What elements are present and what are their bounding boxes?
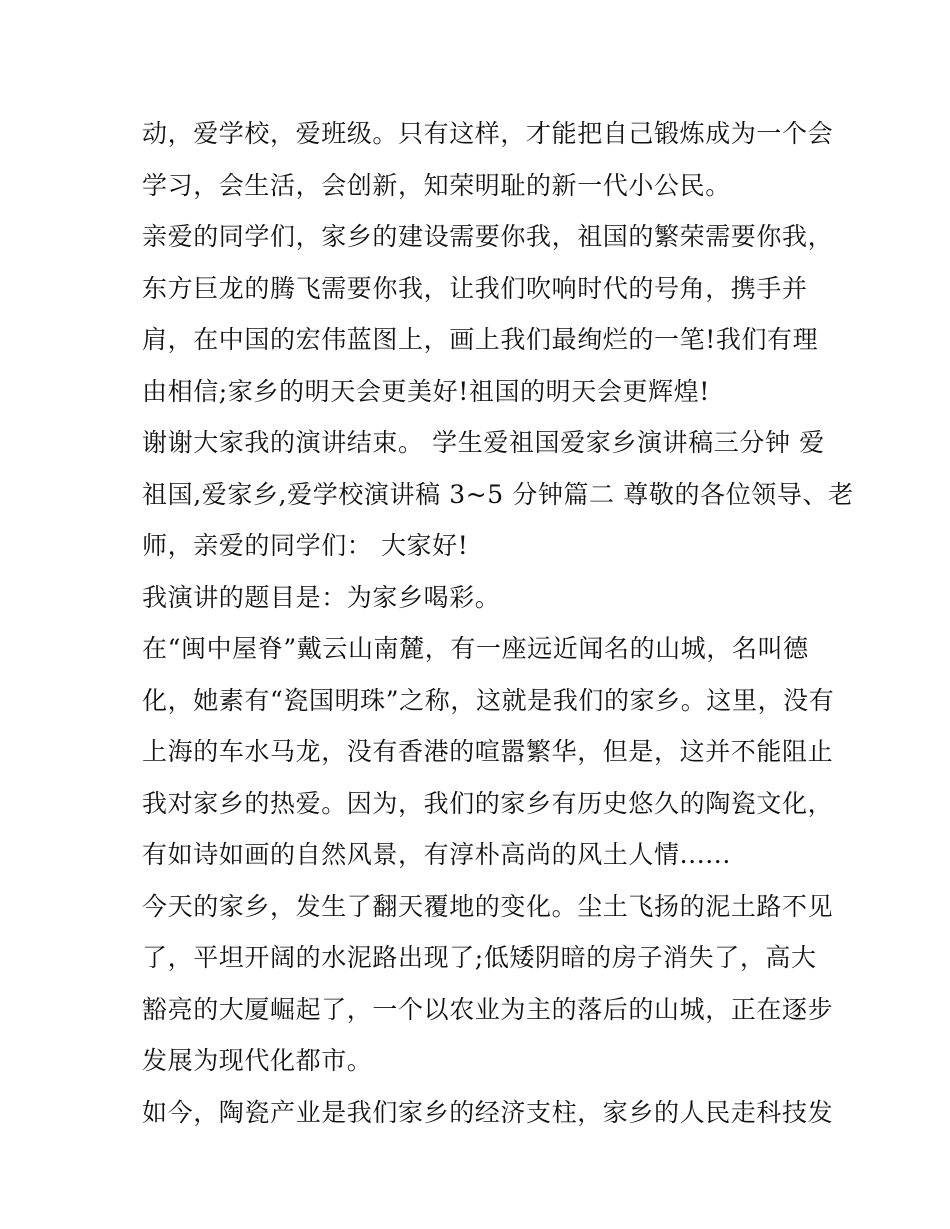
text-line: 上海的车水马龙，没有香港的喧嚣繁华，但是，这并不能阻止 [142,737,834,766]
text-line: 了，平坦开阔的水泥路出现了;低矮阴暗的房子消失了，高大 [142,943,817,972]
text-line: 有如诗如画的自然风景，有淳朴高尚的风土人情...... [142,840,731,869]
text-line: 化，她素有“瓷国明珠”之称，这就是我们的家乡。这里，没有 [142,685,835,715]
text-line: 东方巨龙的腾飞需要你我，让我们吹响时代的号角，携手并 [142,273,808,303]
speech-text [142,108,854,1138]
text-line: 学习，会生活，会创新，知荣明耻的新一代小公民。 [142,170,731,200]
text-line: 谢谢大家我的演讲结束。 学生爱祖国爱家乡演讲稿三分钟 爱 [142,428,825,457]
text-line: 师，亲爱的同学们： 大家好! [142,531,469,560]
text-line: 动，爱学校，爱班级。只有这样，才能把自己锻炼成为一个会 [142,119,834,148]
text-line: 我演讲的题目是：为家乡喝彩。 [142,582,501,612]
text-line: 由相信;家乡的明天会更美好!祖国的明天会更辉煌! [142,376,710,406]
text-line: 发展为现代化都市。 [142,1046,373,1075]
text-line: 豁亮的大厦崛起了，一个以农业为主的落后的山城，正在逐步 [142,994,834,1024]
text-line: 肩，在中国的宏伟蓝图上，画上我们最绚烂的一笔!我们有理 [142,325,819,354]
text-line: 亲爱的同学们，家乡的建设需要你我，祖国的繁荣需要你我， [142,222,834,251]
text-line: 我对家乡的热爱。因为，我们的家乡有历史悠久的陶瓷文化， [142,788,834,818]
text-line: 祖国,爱家乡,爱学校演讲稿 3~5 分钟篇二 尊敬的各位领导、老 [142,479,854,509]
text-line: 如今，陶瓷产业是我们家乡的经济支柱，家乡的人民走科技发 [142,1097,834,1127]
text-line: 今天的家乡，发生了翻天覆地的变化。尘土飞扬的泥土路不见 [142,891,834,921]
text-line: 在“闽中屋脊”戴云山南麓，有一座远近闻名的山城，名叫德 [142,634,809,663]
